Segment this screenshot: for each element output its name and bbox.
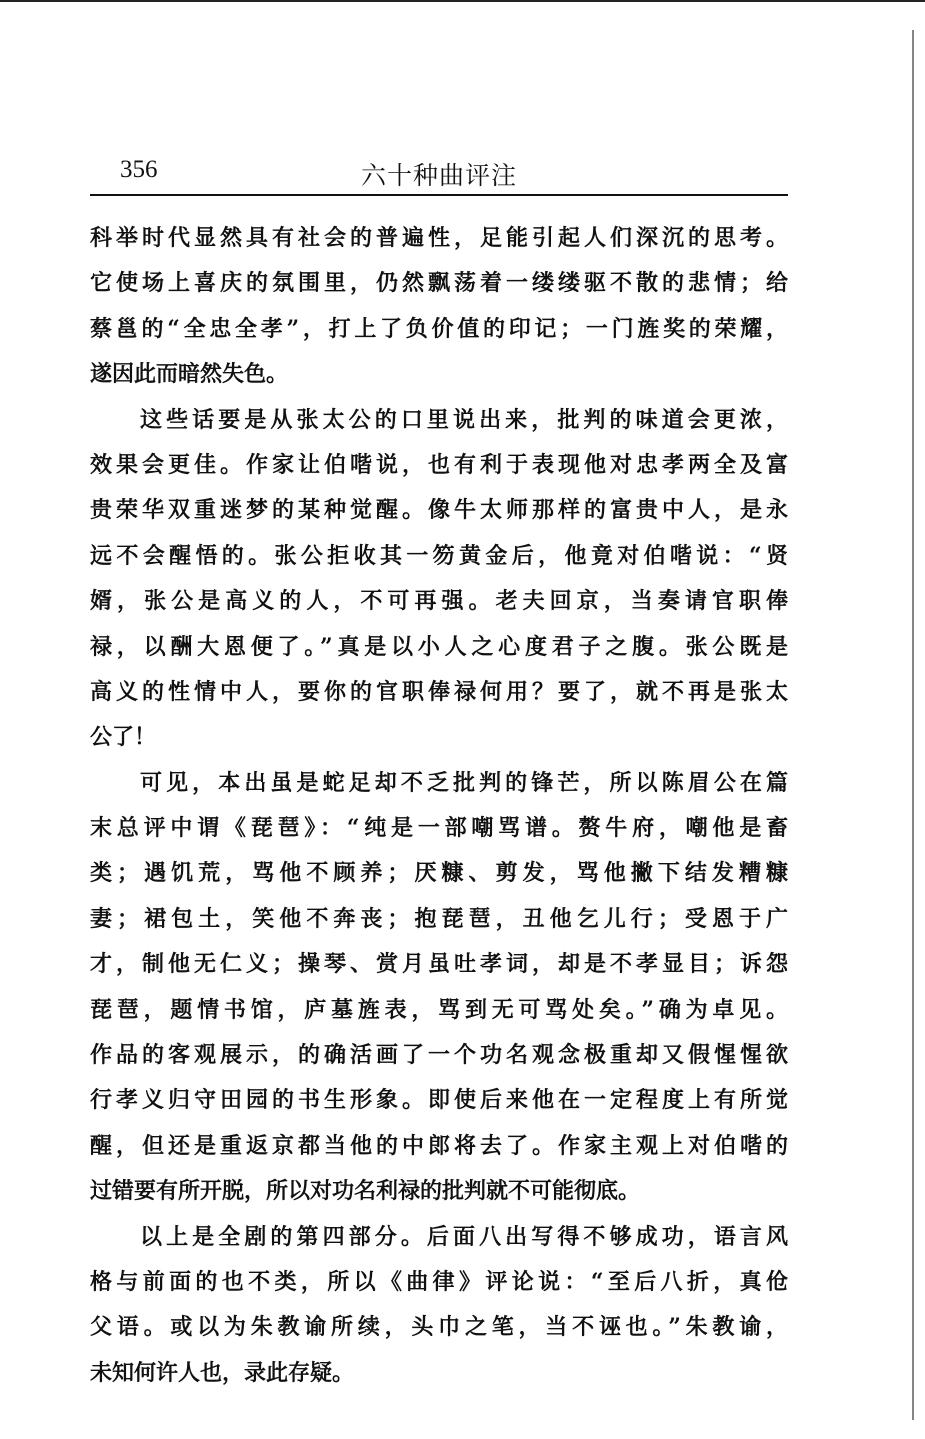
text-line: 作品的客观展示，的确活画了一个功名观念极重却又假惺惺欲 — [90, 1042, 788, 1069]
text-line: 科举时代显然具有社会的普遍性，足能引起人们深沉的思考。 — [90, 225, 788, 251]
text-line: 行孝义归守田园的书生形象。即使后来他在一定程度上有所觉 — [90, 1087, 788, 1114]
running-title: 六十种曲评注 — [360, 161, 517, 190]
paragraph-first-line: 可见，本出虽是蛇足却不乏批判的锋芒，所以陈眉公在篇 — [140, 769, 788, 796]
text-line: 远不会醒悟的。张公拒收其一笏黄金后，他竟对伯喈说：“贤 — [90, 542, 788, 569]
text-line: 它使场上喜庆的氛围里，仍然飘荡着一缕缕驱不散的悲情；给 — [90, 270, 788, 297]
page-header — [90, 150, 788, 196]
text-line: 父语。或以为朱教谕所续，头巾之笔，当不诬也。”朱教谕， — [90, 1314, 788, 1341]
text-line: 格与前面的也不类，所以《曲律》评论说：“至后八折，真伧 — [90, 1268, 788, 1295]
text-line: 公了！ — [90, 724, 157, 751]
text-line: 婿，张公是高义的人，不可再强。老夫回京，当奏请官职俸 — [90, 588, 788, 615]
body-text — [90, 216, 788, 1396]
text-line: 琵琶，题情书馆，庐墓旌表，骂到无可骂处矣。”确为卓见。 — [90, 996, 789, 1023]
text-line: 末总评中谓《琵琶》：“纯是一部嘲骂谱。赘牛府，嘲他是畜 — [90, 815, 788, 842]
text-line: 禄，以酬大恩便了。”真是以小人之心度君子之腹。张公既是 — [90, 633, 789, 660]
text-line: 效果会更佳。作家让伯喈说，也有利于表现他对忠孝两全及富 — [90, 451, 788, 478]
page-number: 356 — [120, 156, 158, 183]
text-line: 醒，但还是重返京都当他的中郎将去了。作家主观上对伯喈的 — [90, 1132, 788, 1159]
scan-edge-right — [912, 30, 914, 1420]
text-line: 才，制他无仁义；操琴、赏月虽吐孝词，却是不孝显目；诉怨 — [90, 951, 788, 978]
text-line: 过错要有所开脱，所以对功名利禄的批判就不可能彻底。 — [90, 1178, 641, 1205]
text-line: 高义的性情中人，要你的官职俸禄何用？要了，就不再是张太 — [90, 678, 788, 705]
text-line: 妻；裙包土，笑他不奔丧；抱琵琶，丑他乞儿行；受恩于广 — [90, 905, 788, 932]
text-line: 贵荣华双重迷梦的某种觉醒。像牛太师那样的富贵中人，是永 — [90, 497, 788, 524]
text-line: 遂因此而暗然失色。 — [90, 361, 289, 388]
text-line: 类；遇饥荒，骂他不顾养；厌糠、剪发，骂他撇下结发糟糠 — [90, 860, 788, 887]
text-line: 蔡邕的“全忠全孝”，打上了负价值的印记；一门旌奖的荣耀， — [90, 315, 788, 342]
paragraph-first-line: 以上是全剧的第四部分。后面八出写得不够成功，语言风 — [140, 1223, 788, 1250]
paragraph-first-line: 这些话要是从张太公的口里说出来，批判的味道会更浓， — [140, 406, 788, 433]
scan-edge-top — [0, 0, 925, 2]
text-line: 未知何许人也，录此存疑。 — [90, 1359, 355, 1386]
